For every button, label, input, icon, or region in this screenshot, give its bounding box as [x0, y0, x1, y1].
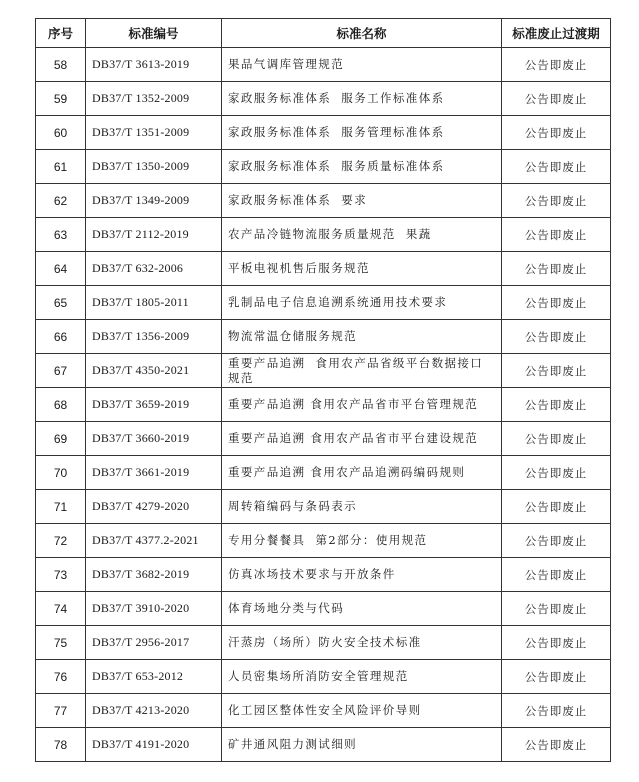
cell-standard-name: 矿井通风阻力测试细则 [222, 728, 502, 762]
cell-serial-number: 73 [36, 558, 86, 592]
cell-abolition-status: 公告即废止 [502, 218, 611, 252]
table-row [36, 490, 611, 524]
table-row [36, 320, 611, 354]
cell-serial-number: 59 [36, 82, 86, 116]
cell-standard-code: DB37/T 1350-2009 [86, 150, 222, 184]
table-row [36, 388, 611, 422]
table-row [36, 558, 611, 592]
cell-standard-code: DB37/T 1349-2009 [86, 184, 222, 218]
cell-abolition-status: 公告即废止 [502, 592, 611, 626]
table-row [36, 660, 611, 694]
cell-standard-name: 化工园区整体性安全风险评价导则 [222, 694, 502, 728]
cell-standard-code: DB37/T 3613-2019 [86, 48, 222, 82]
table-row [36, 728, 611, 762]
cell-standard-name: 仿真冰场技术要求与开放条件 [222, 558, 502, 592]
cell-abolition-status: 公告即废止 [502, 660, 611, 694]
cell-serial-number: 61 [36, 150, 86, 184]
cell-standard-code: DB37/T 1805-2011 [86, 286, 222, 320]
cell-abolition-status: 公告即废止 [502, 252, 611, 286]
cell-standard-name: 周转箱编码与条码表示 [222, 490, 502, 524]
cell-standard-code: DB37/T 4191-2020 [86, 728, 222, 762]
cell-standard-name: 农产品冷链物流服务质量规范 果蔬 [222, 218, 502, 252]
cell-standard-name: 家政服务标准体系 服务质量标准体系 [222, 150, 502, 184]
cell-standard-code: DB37/T 3910-2020 [86, 592, 222, 626]
table-row [36, 456, 611, 490]
cell-serial-number: 75 [36, 626, 86, 660]
cell-standard-name: 果品气调库管理规范 [222, 48, 502, 82]
cell-serial-number: 65 [36, 286, 86, 320]
cell-serial-number: 70 [36, 456, 86, 490]
standards-table [35, 18, 611, 762]
cell-abolition-status: 公告即废止 [502, 82, 611, 116]
table-header [36, 19, 611, 48]
table-row [36, 150, 611, 184]
cell-standard-name: 乳制品电子信息追溯系统通用技术要求 [222, 286, 502, 320]
cell-serial-number: 74 [36, 592, 86, 626]
cell-abolition-status: 公告即废止 [502, 354, 611, 388]
cell-standard-code: DB37/T 3659-2019 [86, 388, 222, 422]
table-row [36, 116, 611, 150]
cell-standard-name: 专用分餐餐具 第2部分：使用规范 [222, 524, 502, 558]
cell-serial-number: 62 [36, 184, 86, 218]
cell-standard-code: DB37/T 3682-2019 [86, 558, 222, 592]
cell-abolition-status: 公告即废止 [502, 388, 611, 422]
cell-standard-code: DB37/T 4377.2-2021 [86, 524, 222, 558]
cell-standard-name: 汗蒸房（场所）防火安全技术标准 [222, 626, 502, 660]
cell-serial-number: 77 [36, 694, 86, 728]
cell-serial-number: 63 [36, 218, 86, 252]
cell-abolition-status: 公告即废止 [502, 694, 611, 728]
cell-abolition-status: 公告即废止 [502, 524, 611, 558]
cell-standard-name: 人员密集场所消防安全管理规范 [222, 660, 502, 694]
cell-abolition-status: 公告即废止 [502, 558, 611, 592]
cell-serial-number: 68 [36, 388, 86, 422]
cell-standard-name: 体育场地分类与代码 [222, 592, 502, 626]
table-row [36, 524, 611, 558]
table-row [36, 82, 611, 116]
cell-abolition-status: 公告即废止 [502, 456, 611, 490]
header-serial-number: 序号 [36, 19, 86, 48]
table-body [36, 48, 611, 762]
cell-standard-name: 重要产品追溯 食用农产品省级平台数据接口规范 [222, 354, 502, 388]
cell-abolition-status: 公告即废止 [502, 286, 611, 320]
cell-abolition-status: 公告即废止 [502, 184, 611, 218]
cell-standard-code: DB37/T 1351-2009 [86, 116, 222, 150]
cell-standard-name: 家政服务标准体系 服务管理标准体系 [222, 116, 502, 150]
cell-standard-name: 重要产品追溯 食用农产品省市平台建设规范 [222, 422, 502, 456]
cell-standard-code: DB37/T 1352-2009 [86, 82, 222, 116]
cell-standard-code: DB37/T 2956-2017 [86, 626, 222, 660]
cell-standard-code: DB37/T 4350-2021 [86, 354, 222, 388]
cell-serial-number: 67 [36, 354, 86, 388]
table-row [36, 592, 611, 626]
cell-serial-number: 58 [36, 48, 86, 82]
cell-standard-name: 家政服务标准体系 要求 [222, 184, 502, 218]
table-row [36, 626, 611, 660]
table-row [36, 48, 611, 82]
cell-standard-name: 物流常温仓储服务规范 [222, 320, 502, 354]
header-standard-code: 标准编号 [86, 19, 222, 48]
cell-standard-name: 平板电视机售后服务规范 [222, 252, 502, 286]
table-row [36, 354, 611, 388]
table-row [36, 218, 611, 252]
cell-standard-name: 重要产品追溯 食用农产品追溯码编码规则 [222, 456, 502, 490]
cell-standard-code: DB37/T 632-2006 [86, 252, 222, 286]
table-row [36, 286, 611, 320]
cell-serial-number: 78 [36, 728, 86, 762]
cell-abolition-status: 公告即废止 [502, 320, 611, 354]
table-row [36, 422, 611, 456]
cell-standard-code: DB37/T 1356-2009 [86, 320, 222, 354]
cell-abolition-status: 公告即废止 [502, 48, 611, 82]
cell-abolition-status: 公告即废止 [502, 422, 611, 456]
table-row [36, 252, 611, 286]
cell-standard-code: DB37/T 4213-2020 [86, 694, 222, 728]
cell-abolition-status: 公告即废止 [502, 728, 611, 762]
cell-standard-code: DB37/T 2112-2019 [86, 218, 222, 252]
cell-serial-number: 76 [36, 660, 86, 694]
header-row [36, 19, 611, 48]
header-standard-name: 标准名称 [222, 19, 502, 48]
cell-abolition-status: 公告即废止 [502, 490, 611, 524]
header-abolition-transition: 标准废止过渡期 [502, 19, 611, 48]
cell-serial-number: 66 [36, 320, 86, 354]
cell-serial-number: 71 [36, 490, 86, 524]
cell-serial-number: 64 [36, 252, 86, 286]
cell-serial-number: 69 [36, 422, 86, 456]
cell-standard-code: DB37/T 3661-2019 [86, 456, 222, 490]
table-row [36, 184, 611, 218]
cell-serial-number: 72 [36, 524, 86, 558]
cell-abolition-status: 公告即废止 [502, 150, 611, 184]
cell-standard-name: 家政服务标准体系 服务工作标准体系 [222, 82, 502, 116]
cell-standard-code: DB37/T 4279-2020 [86, 490, 222, 524]
cell-standard-code: DB37/T 3660-2019 [86, 422, 222, 456]
cell-serial-number: 60 [36, 116, 86, 150]
cell-abolition-status: 公告即废止 [502, 116, 611, 150]
cell-standard-code: DB37/T 653-2012 [86, 660, 222, 694]
table-row [36, 694, 611, 728]
cell-abolition-status: 公告即废止 [502, 626, 611, 660]
cell-standard-name: 重要产品追溯 食用农产品省市平台管理规范 [222, 388, 502, 422]
